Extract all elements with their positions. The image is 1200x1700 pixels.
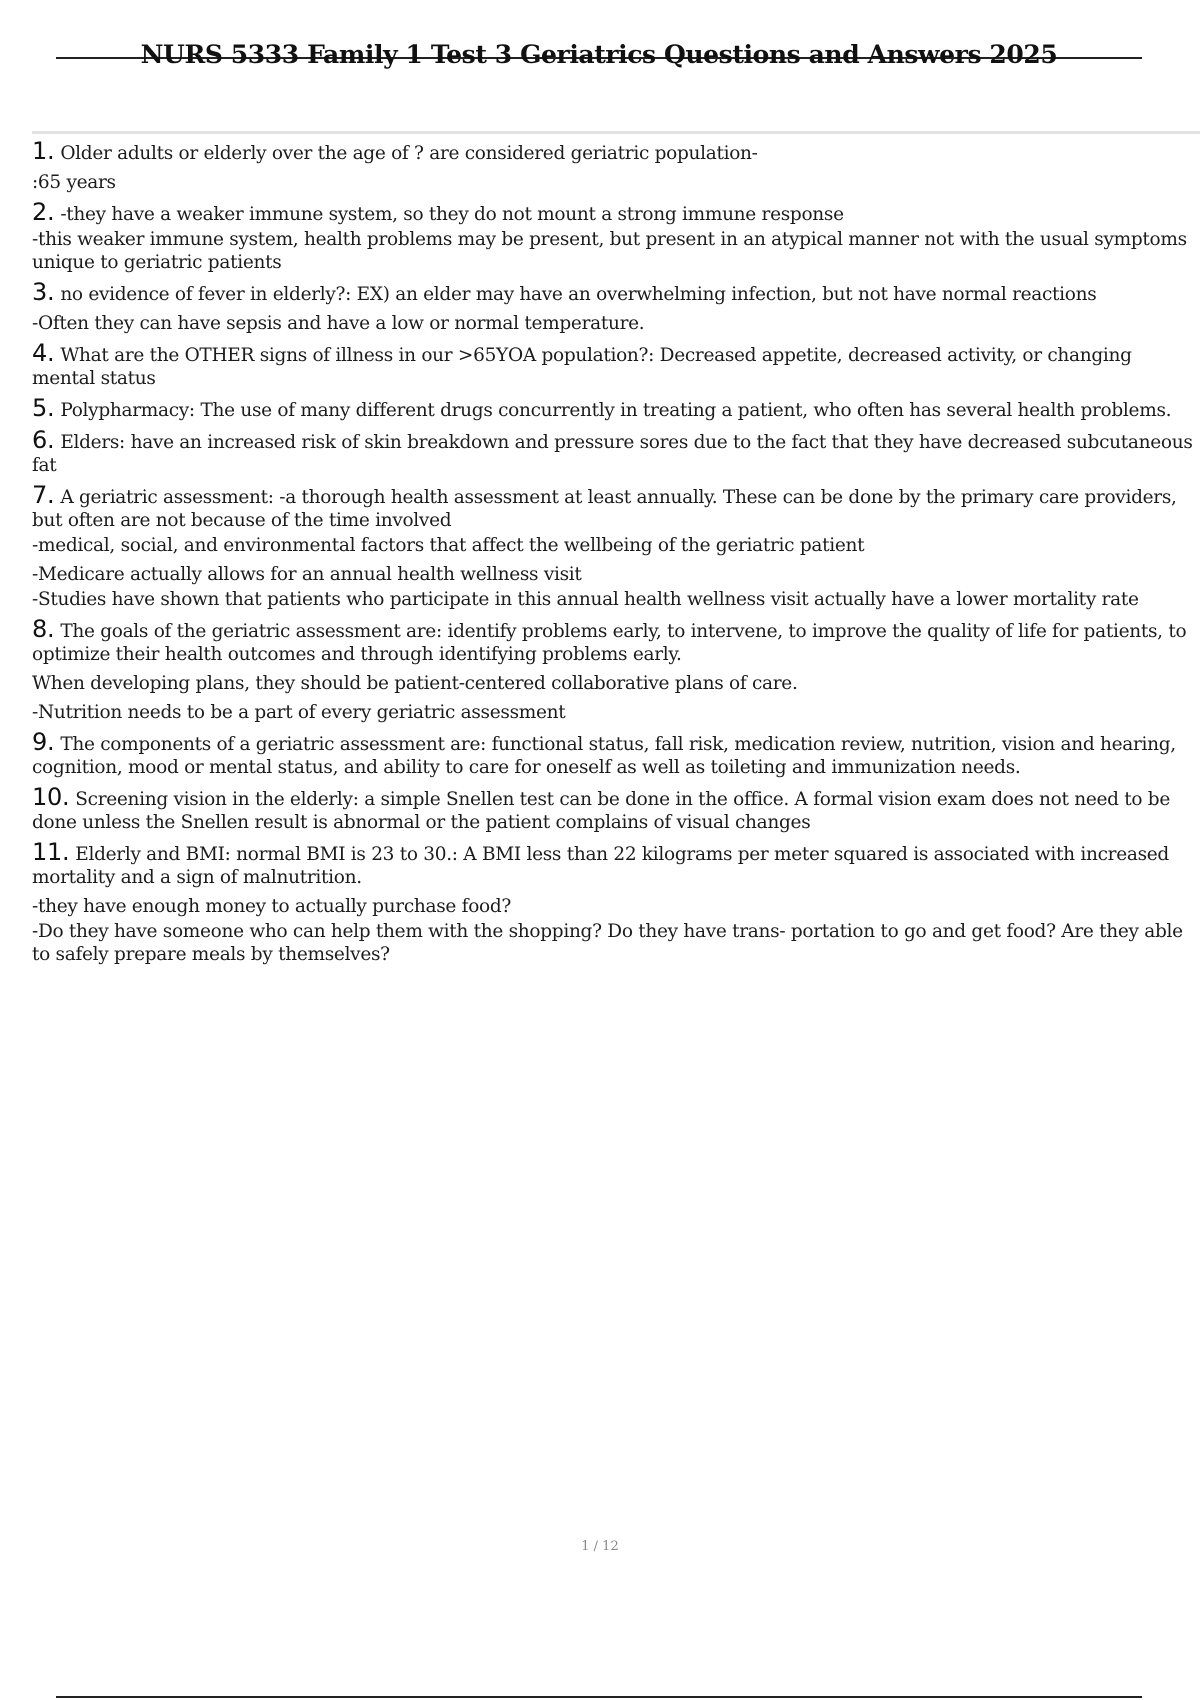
question-text: The components of a geriatric assessment are: functional status, fall risk, medication review, nutrition, vision and hearing, cognition, mood or mental status, and ability to care for oneself as well as toileting and immunization needs.	[32, 734, 1176, 778]
question-number: 3.	[32, 281, 55, 306]
question-text: A geriatric assessment: -a thorough health assessment at least annually. These can be done by the primary care providers, but often are not because of the time involved	[32, 487, 1177, 531]
question-text: Polypharmacy: The use of many different drugs concurrently in treating a patient, who often has several health problems.	[60, 400, 1172, 421]
question-4	[32, 342, 1200, 390]
document-title: NURS 5333 Family 1 Test 3 Geriatrics Questions and Answers 2025	[140, 40, 1058, 69]
qa-content	[32, 140, 1200, 966]
question-text: Screening vision in the elderly: a simple Snellen test can be done in the office. A formal vision exam does not need to be done unless the Snellen result is abnormal or the patient complains of visual changes	[32, 789, 1170, 833]
question-number: 2.	[32, 201, 55, 226]
question-11	[32, 841, 1200, 889]
answer-line: -Do they have someone who can help them with the shopping? Do they have trans- portation to go and get food? Are they able to safely prepare meals by themselves?	[32, 921, 1183, 965]
question-7	[32, 484, 1200, 532]
question-8	[32, 618, 1200, 666]
question-number: 4.	[32, 342, 55, 367]
question-text: -they have a weaker immune system, so they do not mount a strong immune response	[60, 204, 844, 225]
question-3	[32, 281, 1200, 306]
title-bar	[56, 38, 1142, 78]
question-text: Older adults or elderly over the age of ? are considered geriatric population-	[60, 143, 758, 164]
answer-line: -this weaker immune system, health problems may be present, but present in an atypical manner not with the usual symptoms unique to geriatric patients	[32, 229, 1187, 273]
answer-line: -Nutrition needs to be a part of every geriatric assessment	[32, 702, 566, 723]
question-text: What are the OTHER signs of illness in our >65YOA population?: Decreased appetite, decreased activity, or changing mental status	[32, 345, 1132, 389]
question-number: 11.	[32, 841, 70, 866]
question-number: 1.	[32, 140, 55, 165]
question-6	[32, 429, 1200, 477]
question-number: 8.	[32, 618, 55, 643]
question-text: The goals of the geriatric assessment are: identify problems early, to intervene, to improve the quality of life for patients, to optimize their health outcomes and through identifying problems early.	[32, 621, 1187, 665]
question-5	[32, 397, 1200, 422]
answer-line: :65 years	[32, 172, 116, 193]
answer-line: -Medicare actually allows for an annual health wellness visit	[32, 564, 582, 585]
footer-rule	[56, 1696, 1142, 1698]
question-number: 10.	[32, 786, 70, 811]
question-2	[32, 201, 1200, 226]
question-10	[32, 786, 1200, 834]
answer-line: -Often they can have sepsis and have a low or normal temperature.	[32, 313, 645, 334]
question-text: Elders: have an increased risk of skin breakdown and pressure sores due to the fact that they have decreased subcutaneous fat	[32, 432, 1193, 476]
header-divider	[32, 131, 1200, 134]
answer-line: -they have enough money to actually purchase food?	[32, 896, 512, 917]
question-9	[32, 731, 1200, 779]
question-number: 5.	[32, 397, 55, 422]
question-number: 7.	[32, 484, 55, 509]
page-indicator: 1 / 12	[581, 1539, 619, 1554]
answer-line: -Studies have shown that patients who participate in this annual health wellness visit actually have a lower mortality rate	[32, 589, 1139, 610]
question-1	[32, 140, 1200, 165]
answer-line: -medical, social, and environmental factors that affect the wellbeing of the geriatric patient	[32, 535, 865, 556]
answer-line: When developing plans, they should be patient-centered collaborative plans of care.	[32, 673, 798, 694]
question-number: 9.	[32, 731, 55, 756]
question-text: Elderly and BMI: normal BMI is 23 to 30.: A BMI less than 22 kilograms per meter squared is associated with increased mortality and a sign of malnutrition.	[32, 844, 1169, 888]
question-number: 6.	[32, 429, 55, 454]
question-text: no evidence of fever in elderly?: EX) an elder may have an overwhelming infection, but not have normal reactions	[60, 284, 1097, 305]
